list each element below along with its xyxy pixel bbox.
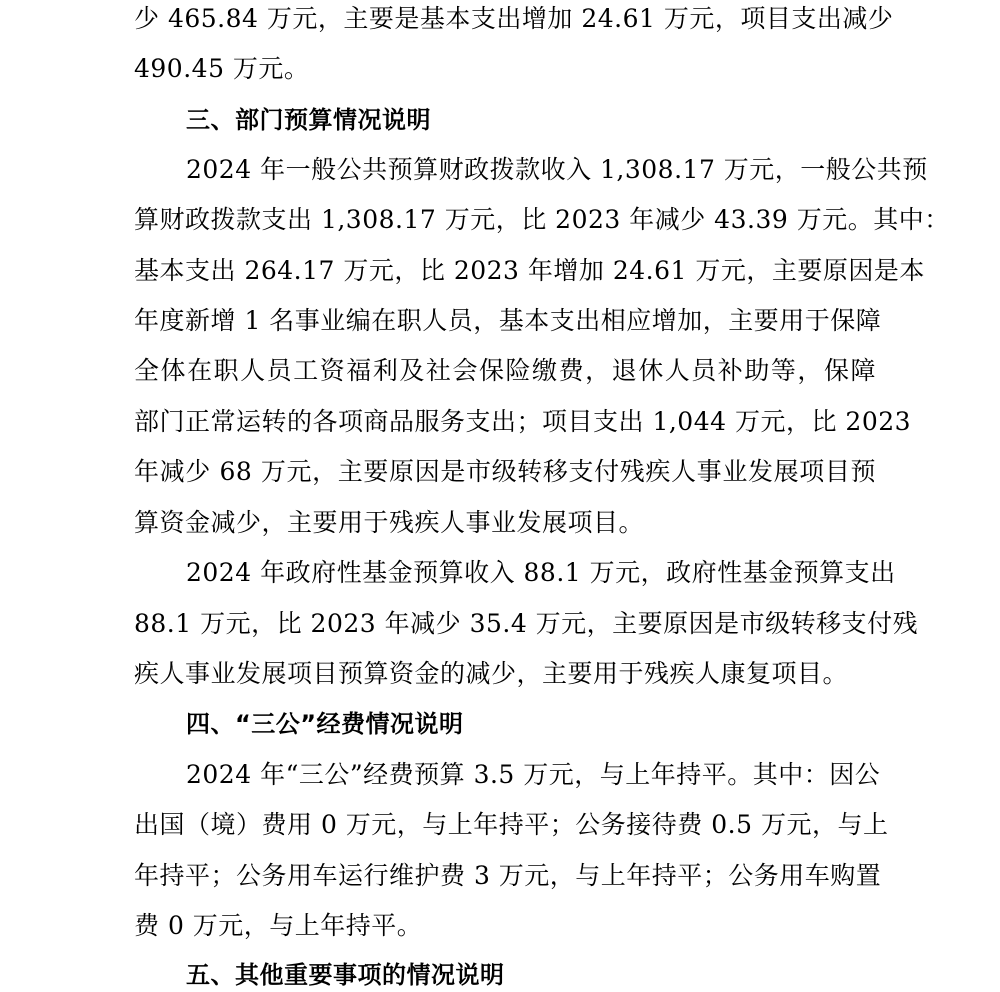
paragraph-line: 2024 年一般公共预算财政拨款收入 1,308.17 万元，一般公共预: [186, 155, 928, 184]
paragraph-line: 490.45 万元。: [134, 54, 310, 83]
paragraph-line: 出国（境）费用 0 万元，与上年持平；公务接待费 0.5 万元，与上: [134, 810, 889, 839]
paragraph-line: 2024 年“三公”经费预算 3.5 万元，与上年持平。其中：因公: [186, 760, 881, 789]
section-heading-5: 五、其他重要事项的情况说明: [186, 961, 505, 989]
paragraph-line: 88.1 万元，比 2023 年减少 35.4 万元，主要原因是市级转移支付残: [134, 609, 919, 638]
paragraph-line: 2024 年政府性基金预算收入 88.1 万元，政府性基金预算支出: [186, 558, 896, 587]
paragraph-line: 算财政拨款支出 1,308.17 万元，比 2023 年减少 43.39 万元。其中：: [134, 205, 950, 234]
paragraph-line: 疾人事业发展项目预算资金的减少，主要用于残疾人康复项目。: [134, 659, 849, 688]
paragraph-line: 年持平；公务用车运行维护费 3 万元，与上年持平；公务用车购置: [134, 861, 882, 890]
paragraph-line: 基本支出 264.17 万元，比 2023 年增加 24.61 万元，主要原因是本: [134, 256, 925, 285]
paragraph-line: 全体在职人员工资福利及社会保险缴费，退休人员补助等，保障: [134, 356, 876, 385]
section-heading-3: 三、部门预算情况说明: [186, 106, 431, 134]
paragraph-line: 算资金减少，主要用于残疾人事业发展项目。: [134, 508, 645, 537]
section-heading-4: 四、“三公”经费情况说明: [186, 710, 464, 738]
paragraph-line: 年度新增 1 名事业编在职人员，基本支出相应增加，主要用于保障: [134, 306, 882, 335]
paragraph-line: 部门正常运转的各项商品服务支出；项目支出 1,044 万元，比 2023: [134, 407, 912, 436]
paragraph-line: 费 0 万元，与上年持平。: [134, 911, 423, 940]
paragraph-line: 年减少 68 万元，主要原因是市级转移支付残疾人事业发展项目预: [134, 457, 876, 486]
paragraph-line: 少 465.84 万元，主要是基本支出增加 24.61 万元，项目支出减少: [134, 4, 894, 33]
